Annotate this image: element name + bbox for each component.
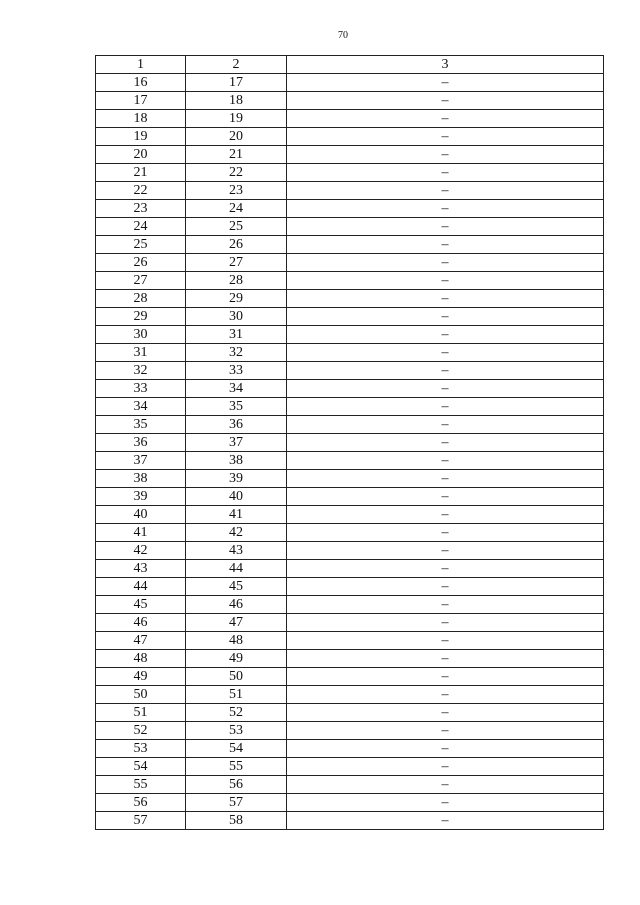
table-cell-col-3: – [287,434,604,452]
table-cell-col-2: 29 [186,290,287,308]
table-row [96,434,604,452]
table-cell-col-3: – [287,110,604,128]
table-row [96,542,604,560]
table-cell-col-2: 55 [186,758,287,776]
table-cell-col-1: 31 [96,344,186,362]
table-row [96,650,604,668]
table-cell-col-2: 58 [186,812,287,830]
table-row [96,74,604,92]
table-row [96,740,604,758]
table-cell-col-3: – [287,308,604,326]
table-cell-col-3: – [287,578,604,596]
table-cell-col-2: 19 [186,110,287,128]
table-cell-col-2: 53 [186,722,287,740]
table-cell-col-3: – [287,614,604,632]
table-cell-col-3: – [287,416,604,434]
table-cell-col-1: 57 [96,812,186,830]
table-cell-col-1: 17 [96,92,186,110]
table-row [96,254,604,272]
table-cell-col-2: 26 [186,236,287,254]
table-cell-col-2: 37 [186,434,287,452]
column-header-2: 2 [186,56,287,74]
table-cell-col-2: 47 [186,614,287,632]
table-cell-col-2: 34 [186,380,287,398]
table-cell-col-3: – [287,704,604,722]
table-row [96,524,604,542]
table-cell-col-3: – [287,794,604,812]
table-row [96,704,604,722]
table-row [96,344,604,362]
table-cell-col-2: 45 [186,578,287,596]
table-cell-col-2: 56 [186,776,287,794]
table-cell-col-3: – [287,326,604,344]
table-cell-col-3: – [287,290,604,308]
table-cell-col-2: 51 [186,686,287,704]
table-row [96,398,604,416]
table-cell-col-3: – [287,668,604,686]
table-cell-col-2: 49 [186,650,287,668]
table-row [96,812,604,830]
table-row [96,578,604,596]
table-cell-col-3: – [287,506,604,524]
table-cell-col-2: 33 [186,362,287,380]
table-cell-col-3: – [287,164,604,182]
table-cell-col-1: 19 [96,128,186,146]
table-cell-col-3: – [287,254,604,272]
table-row [96,758,604,776]
table-cell-col-1: 45 [96,596,186,614]
table-cell-col-2: 54 [186,740,287,758]
table-cell-col-2: 48 [186,632,287,650]
table-cell-col-3: – [287,398,604,416]
table-cell-col-1: 53 [96,740,186,758]
table-cell-col-1: 38 [96,470,186,488]
table-row [96,146,604,164]
table-row [96,560,604,578]
table-cell-col-1: 40 [96,506,186,524]
header-row [96,56,604,74]
table-cell-col-1: 49 [96,668,186,686]
table-cell-col-2: 27 [186,254,287,272]
table-cell-col-1: 25 [96,236,186,254]
table-cell-col-2: 36 [186,416,287,434]
table-row [96,200,604,218]
table-cell-col-2: 24 [186,200,287,218]
table-cell-col-3: – [287,758,604,776]
table-cell-col-2: 28 [186,272,287,290]
table-cell-col-3: – [287,740,604,758]
table-cell-col-1: 21 [96,164,186,182]
table-cell-col-1: 22 [96,182,186,200]
table-cell-col-3: – [287,722,604,740]
table-cell-col-1: 42 [96,542,186,560]
table-row [96,452,604,470]
table-cell-col-3: – [287,344,604,362]
table-cell-col-3: – [287,596,604,614]
table-cell-col-1: 27 [96,272,186,290]
table-cell-col-1: 35 [96,416,186,434]
table-cell-col-3: – [287,686,604,704]
table-cell-col-1: 37 [96,452,186,470]
table-cell-col-2: 20 [186,128,287,146]
table-row [96,290,604,308]
table-cell-col-1: 26 [96,254,186,272]
table-cell-col-1: 34 [96,398,186,416]
table-cell-col-1: 48 [96,650,186,668]
table-cell-col-3: – [287,488,604,506]
table-cell-col-3: – [287,362,604,380]
table-cell-col-1: 44 [96,578,186,596]
table-body [96,74,604,830]
table-cell-col-3: – [287,650,604,668]
table-cell-col-1: 24 [96,218,186,236]
table-cell-col-1: 52 [96,722,186,740]
table-row [96,632,604,650]
table-row [96,110,604,128]
table-cell-col-1: 56 [96,794,186,812]
table-cell-col-2: 35 [186,398,287,416]
table-cell-col-3: – [287,524,604,542]
data-table [95,55,604,830]
table-cell-col-3: – [287,74,604,92]
table-row [96,596,604,614]
table-cell-col-2: 23 [186,182,287,200]
table-cell-col-3: – [287,146,604,164]
table-cell-col-2: 52 [186,704,287,722]
table-row [96,308,604,326]
table-cell-col-1: 41 [96,524,186,542]
table-cell-col-1: 54 [96,758,186,776]
table-cell-col-3: – [287,470,604,488]
table-cell-col-2: 43 [186,542,287,560]
table-cell-col-3: – [287,452,604,470]
table-row [96,218,604,236]
table-cell-col-3: – [287,560,604,578]
table-cell-col-1: 23 [96,200,186,218]
table-cell-col-2: 31 [186,326,287,344]
table-cell-col-1: 32 [96,362,186,380]
table-cell-col-2: 42 [186,524,287,542]
table-row [96,326,604,344]
table-row [96,668,604,686]
table-cell-col-1: 20 [96,146,186,164]
table-cell-col-2: 57 [186,794,287,812]
table-cell-col-2: 18 [186,92,287,110]
table-row [96,380,604,398]
table-cell-col-3: – [287,92,604,110]
table-cell-col-2: 39 [186,470,287,488]
table-cell-col-2: 17 [186,74,287,92]
table-cell-col-3: – [287,272,604,290]
table-cell-col-3: – [287,542,604,560]
table-cell-col-3: – [287,632,604,650]
column-header-3: 3 [287,56,604,74]
table-cell-col-3: – [287,236,604,254]
table-row [96,686,604,704]
table-cell-col-1: 46 [96,614,186,632]
table-row [96,362,604,380]
table-row [96,794,604,812]
table-cell-col-2: 22 [186,164,287,182]
table-cell-col-3: – [287,776,604,794]
table-cell-col-2: 41 [186,506,287,524]
table-cell-col-2: 46 [186,596,287,614]
table-cell-col-1: 43 [96,560,186,578]
table-cell-col-1: 30 [96,326,186,344]
table-cell-col-1: 47 [96,632,186,650]
table-cell-col-2: 25 [186,218,287,236]
table-cell-col-1: 28 [96,290,186,308]
table-cell-col-1: 18 [96,110,186,128]
table-row [96,92,604,110]
table-cell-col-2: 44 [186,560,287,578]
table-cell-col-3: – [287,380,604,398]
table-row [96,776,604,794]
table-row [96,506,604,524]
page-number: 70 [338,30,348,41]
table-row [96,614,604,632]
table-row [96,236,604,254]
table-cell-col-1: 50 [96,686,186,704]
table-cell-col-1: 36 [96,434,186,452]
table-row [96,128,604,146]
table-cell-col-2: 40 [186,488,287,506]
table-row [96,722,604,740]
table-header [96,56,604,74]
table-cell-col-3: – [287,182,604,200]
table-cell-col-1: 51 [96,704,186,722]
table-cell-col-1: 55 [96,776,186,794]
table-row [96,182,604,200]
table-cell-col-2: 38 [186,452,287,470]
table-cell-col-1: 16 [96,74,186,92]
table-cell-col-3: – [287,200,604,218]
table-cell-col-1: 33 [96,380,186,398]
table-cell-col-2: 32 [186,344,287,362]
column-header-1: 1 [96,56,186,74]
table-cell-col-3: – [287,812,604,830]
table-cell-col-1: 29 [96,308,186,326]
table-row [96,470,604,488]
table-row [96,488,604,506]
table-cell-col-3: – [287,128,604,146]
table-cell-col-2: 30 [186,308,287,326]
table-cell-col-1: 39 [96,488,186,506]
table-row [96,164,604,182]
table-cell-col-2: 50 [186,668,287,686]
table-cell-col-2: 21 [186,146,287,164]
table-row [96,416,604,434]
table-cell-col-3: – [287,218,604,236]
table-row [96,272,604,290]
